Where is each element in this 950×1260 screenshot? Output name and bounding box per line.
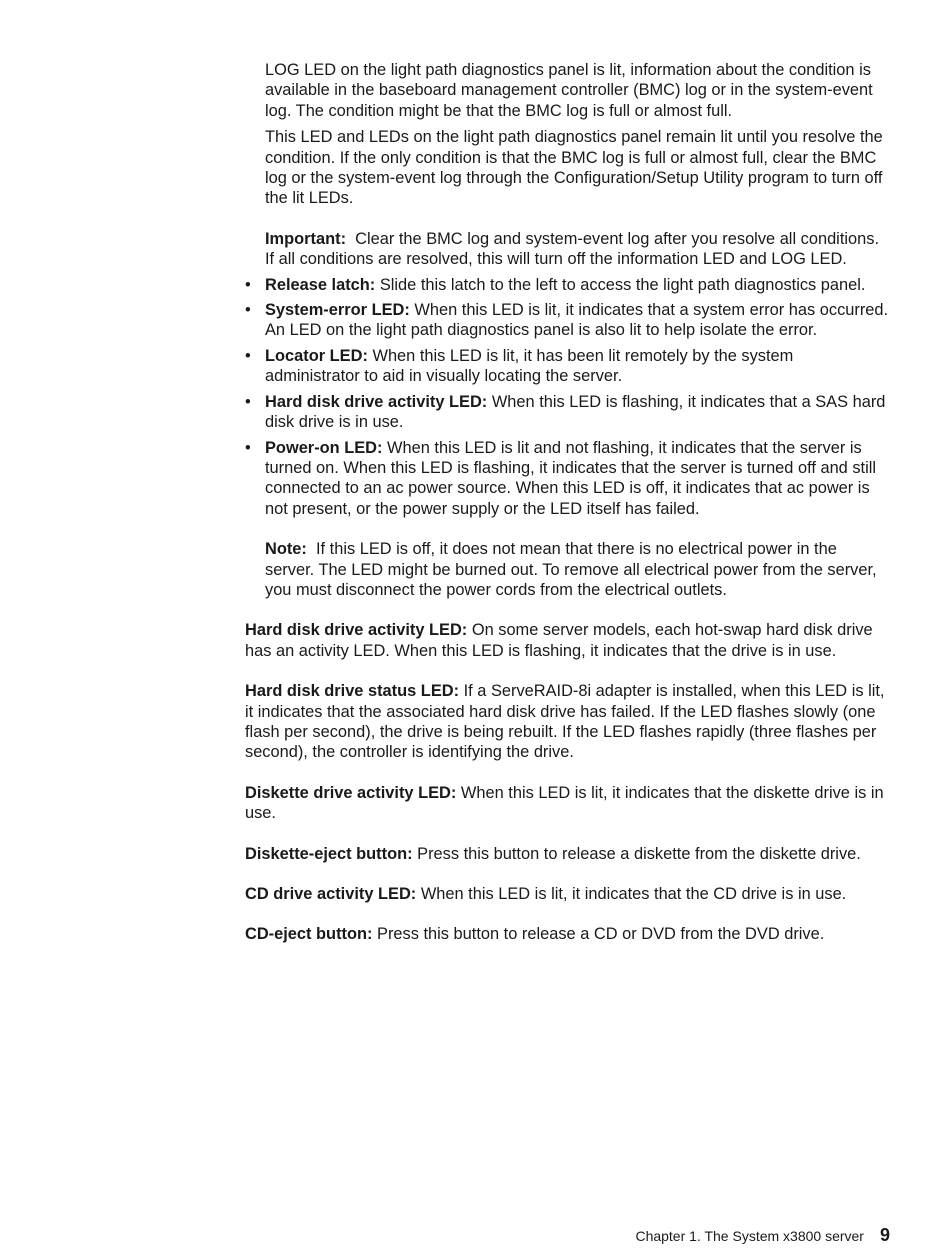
section-term: Diskette-eject button: <box>245 844 413 863</box>
bullet-icon: • <box>245 301 251 320</box>
page-footer <box>0 1225 890 1246</box>
bullet-text: When this LED is flashing, it indicates that a SAS hard disk drive is in use. <box>265 392 886 432</box>
bullet-term: Power-on LED: <box>265 438 383 457</box>
bullet-term: Release latch: <box>265 275 376 294</box>
section-text: Press this button to release a diskette from the diskette drive. <box>417 844 861 863</box>
bullet-term: Hard disk drive activity LED: <box>265 392 488 411</box>
bullet-text: When this LED is lit and not flashing, it indicates that the server is turned on. When this LED is flashing, it indicates that the server is turned off and still connected to an ac power source. When this LED is off, it indicates that ac power is not present, or the power supply or the LED itself has failed. <box>265 438 877 518</box>
intro-block <box>265 60 890 270</box>
section-diskette-eject-button <box>245 844 890 864</box>
bullet-text: When this LED is lit, it has been lit remotely by the system administrator to aid in visually locating the server. <box>265 346 794 386</box>
list-item <box>245 275 890 295</box>
section-hdd-activity-led <box>245 620 890 661</box>
bullet-term: System-error LED: <box>265 301 410 320</box>
document-body <box>245 60 890 945</box>
important-label: Important: <box>265 229 347 248</box>
section-text: Press this button to release a CD or DVD from the DVD drive. <box>377 925 825 944</box>
bullet-icon: • <box>245 346 251 365</box>
bullet-icon: • <box>245 392 251 411</box>
list-item <box>245 300 890 341</box>
section-term: Hard disk drive status LED: <box>245 682 460 701</box>
section-hdd-status-led <box>245 681 890 763</box>
bullet-icon: • <box>245 438 251 457</box>
led-bullet-list <box>245 275 890 601</box>
intro-paragraph-2: This LED and LEDs on the light path diagnostics panel remain lit until you resolve the condition. If the only condition is that the BMC log is full or almost full, clear the BMC log or the system-event log through the Configuration/Setup Utility program to turn off the lit LEDs. <box>265 128 883 208</box>
list-item <box>245 438 890 601</box>
important-text: Clear the BMC log and system-event log after you resolve all conditions. If all conditions are resolved, this will turn off the information LED and LOG LED. <box>265 229 880 269</box>
bullet-icon: • <box>245 275 251 294</box>
section-term: CD-eject button: <box>245 925 373 944</box>
intro-paragraph-1: LOG LED on the light path diagnostics panel is lit, information about the condition is available in the baseboard management controller (BMC) log or in the system-event log. The condition might be that the BMC log is full or almost full. <box>265 61 873 120</box>
bullet-text: When this LED is lit, it indicates that a system error has occurred. An LED on the light path diagnostics panel is also lit to help isolate the error. <box>265 301 889 340</box>
section-term: Hard disk drive activity LED: <box>245 621 468 640</box>
section-cd-activity-led <box>245 884 890 904</box>
section-term: Diskette drive activity LED: <box>245 783 457 802</box>
section-text: On some server models, each hot-swap hard disk drive has an activity LED. When this LED is flashing, it indicates that the drive is in use. <box>245 621 873 660</box>
section-term: CD drive activity LED: <box>245 885 417 903</box>
note-label: Note: <box>265 540 307 559</box>
bullet-term: Locator LED: <box>265 346 368 365</box>
section-text: When this LED is lit, it indicates that the CD drive is in use. <box>420 885 847 903</box>
section-cd-eject-button <box>245 924 890 944</box>
section-text: If a ServeRAID-8i adapter is installed, when this LED is lit, it indicates that the associated hard disk drive has failed. If the LED flashes slowly (one flash per second), the drive is being rebuilt. If the LED flashes rapidly (three flashes per second), the controller is identifying the drive. <box>245 682 885 762</box>
important-notice <box>265 229 890 270</box>
footer-chapter-title: Chapter 1. The System x3800 server <box>635 1228 864 1244</box>
bullet-text: Slide this latch to the left to access the light path diagnostics panel. <box>379 275 866 294</box>
page-number: 9 <box>879 1225 890 1245</box>
list-item <box>245 392 890 433</box>
section-diskette-activity-led <box>245 783 890 824</box>
note-text: If this LED is off, it does not mean that there is no electrical power in the server. The LED might be burned out. To remove all electrical power from the server, you must disconnect the power cords from the electrical outlets. <box>265 540 877 599</box>
list-item <box>245 346 890 387</box>
power-note <box>265 539 890 600</box>
section-text: When this LED is lit, it indicates that the diskette drive is in use. <box>245 783 884 823</box>
